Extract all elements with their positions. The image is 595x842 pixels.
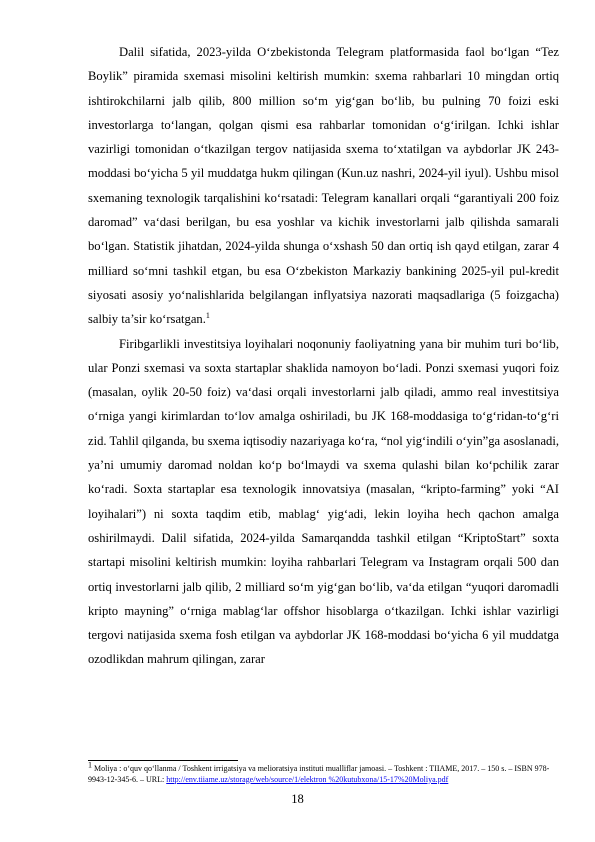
paragraph-1-text: Dalil sifatida, 2023-yilda O‘zbekistonda Telegram platformasida faol bo‘lgan “Tez Boylik” piramida sxemasi misolini keltirish mumkin: sxema rahbarlari 10 mingdan ortiq ishtirokchilarni jalb qilib, 800 million so‘m yig‘gan bo‘lib, bu pulning 70 foizi eski investorlarga to‘langan, qolgan qismi esa rahbarlar tomonidan o‘g‘irilgan. Ichki ishlar vazirligi tomonidan o‘tkazilgan tergov natijasida sxema to‘xtatilgan va aybdorlar JK 243-moddasi bo‘yicha 5 yil muddatga hukm qilingan (Kun.uz nashri, 2024-yil iyul). Ushbu misol sxemaning texnologik tarqalishini ko‘rsatadi: Telegram kanallari orqali “garantiyali 200 foiz daromad” va‘dasi berilgan, bu esa yoshlar va kichik investorlarni jalb qilishda samarali bo‘lgan. Statistik jihatdan, 2024-yilda shunga o‘xshash 50 dan ortiq ish qayd etilgan, zarar 4 milliard so‘mni tashkil etgan, bu esa O‘zbekiston Markaziy bankining 2025-yil pul-kredit siyosati asosiy yo‘nalishlarida belgilangan inflyatsiya nazorati maqsadlariga (5 foizgacha) salbiy ta’sir ko‘rsatgan. [88, 45, 559, 327]
page-number: 18 [291, 792, 304, 806]
paragraph-1 [88, 40, 559, 332]
footnote-reference[interactable]: 1 [205, 311, 210, 321]
page-body [88, 40, 559, 672]
footnote-number: 1 [88, 760, 92, 770]
paragraph-2-text: Firibgarlikli investitsiya loyihalari noqonuniy faoliyatning yana bir muhim turi bo‘lib, ular Ponzi sxemasi va soxta startaplar shaklida namoyon bo‘ladi. Ponzi sxemasi yuqori foiz (masalan, oylik 20-50 foiz) va‘dasi orqali investorlarni jalb qiladi, ammo real investitsiya o‘rniga yangi kirimlardan to‘lov amalga oshiriladi, bu JK 168-moddasiga to‘g‘ridan-to‘g‘ri zid. Tahlil qilganda, bu sxema iqtisodiy nazariyaga ko‘ra, “nol yig‘indili o‘yin”ga asoslanadi, ya’ni umumiy daromad noldan ko‘p bo‘lmaydi va sxema qulashi bilan ko‘pchilik zarar ko‘radi. Soxta startaplar esa texnologik innovatsiya (masalan, “kripto-farming” yoki “AI loyihalari”) ni soxta taqdim etib, mablag‘ yig‘adi, lekin loyiha hech qachon amalga oshirilmaydi. Dalil sifatida, 2024-yilda Samarqandda tashkil etilgan “KriptoStart” soxta startapi misolini keltirish mumkin: loyiha rahbarlari Telegram va Instagram orqali 500 dan ortiq investorlarni jalb qilib, 2 milliard so‘m yig‘gan bo‘lib, va‘da etilgan “yuqori daromadli kripto mayning” o‘rniga mablag‘lar offshor hisoblarga o‘tkazilgan. Ichki ishlar vazirligi tergovi natijasida sxema fosh etilgan va aybdorlar JK 168-moddasi bo‘yicha 6 yil muddatga ozodlikdan mahrum qilingan, zarar [88, 336, 559, 667]
footnote-text: Moliya : o‘quv qo‘llanma / Toshkent irrigatsiya va melioratsiya instituti mualliflar jamoasi. – Toshkent : TIIAME, 2017. – 150 s. – ISBN 978-9943-12-345-6. – URL: [88, 764, 550, 784]
footnote [88, 760, 559, 785]
footnote-divider [88, 760, 238, 761]
footnote-link[interactable]: http://env.tiiame.uz/storage/web/source/1/elektron %20kutubxona/15-17%20Moliya.pdf [166, 774, 449, 784]
paragraph-2 [88, 332, 559, 672]
